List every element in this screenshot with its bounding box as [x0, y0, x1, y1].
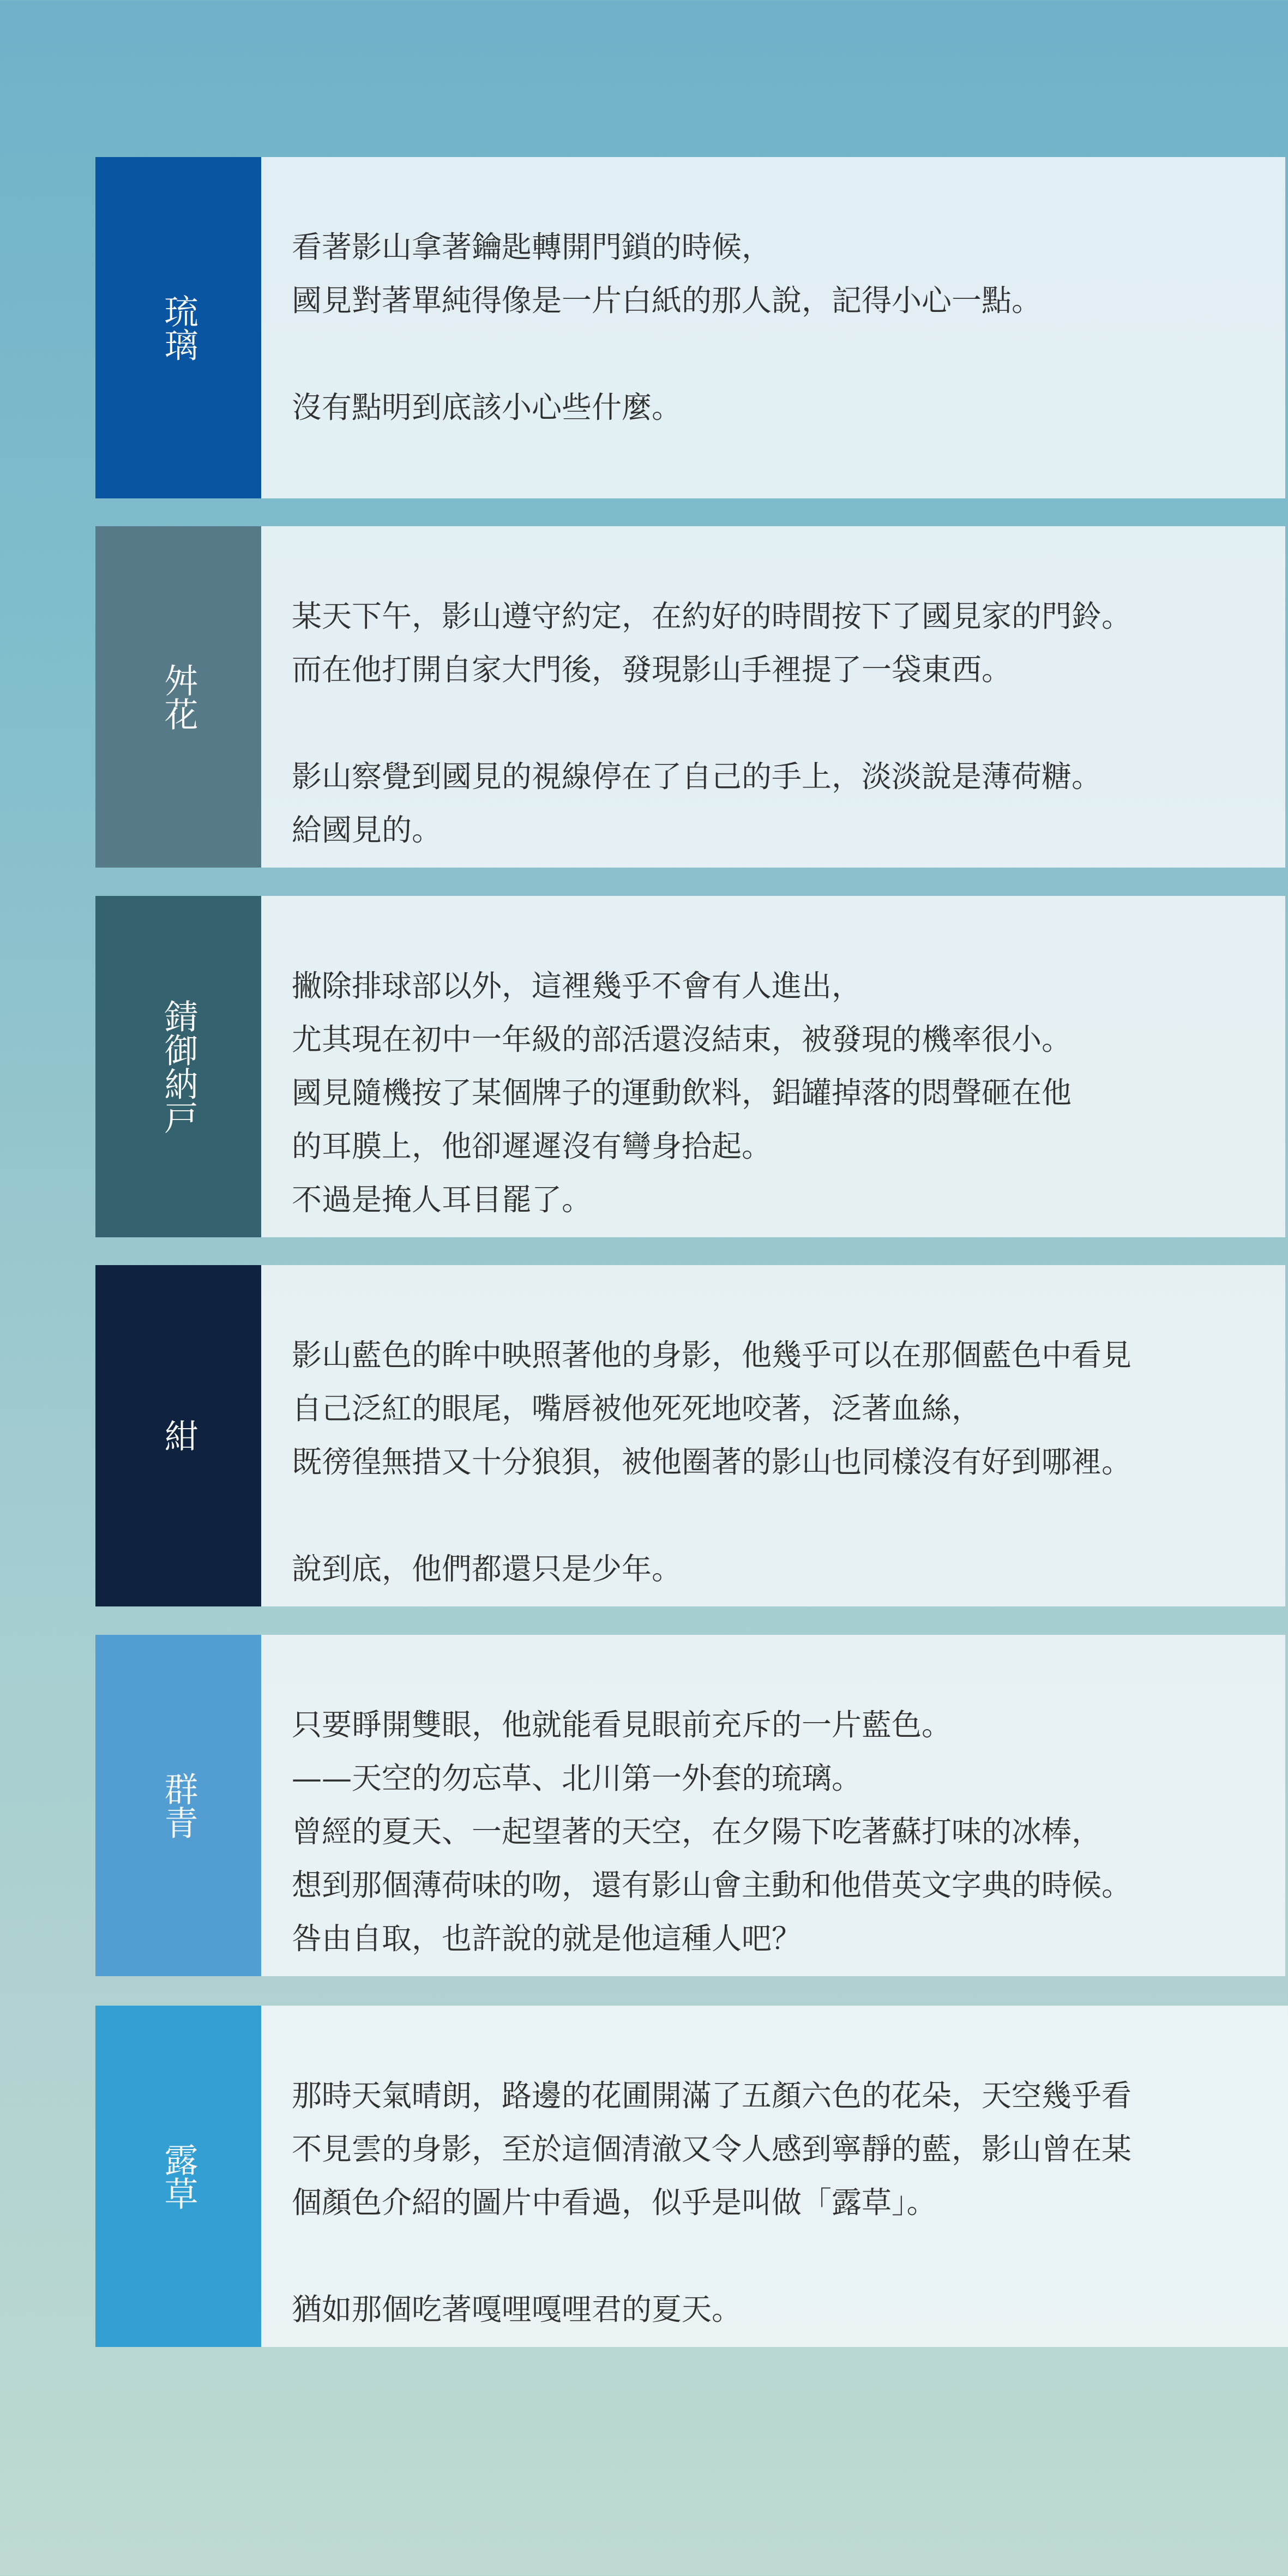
card-blank-line [292, 1489, 1285, 1542]
card-blank-line [292, 696, 1285, 750]
card-label: 群青 [159, 1772, 198, 1839]
card-text-line: 曾經的夏天、一起望著的天空，在夕陽下吃著蘇打味的冰棒， [292, 1814, 1102, 1849]
card-sabionando [95, 896, 1285, 1237]
card-label: 紺 [159, 1419, 198, 1453]
card-kon [95, 1265, 1285, 1606]
card-label: 琉璃 [159, 294, 198, 362]
card-text-line: 沒有點明到底該小心些什麼。 [292, 390, 682, 425]
card-text-line: 影山藍色的眸中映照著他的身影，他幾乎可以在那個藍色中看見 [292, 1338, 1132, 1373]
card-label: 舛花 [159, 663, 198, 731]
card-label: 錆御納戸 [159, 999, 198, 1134]
card-label-panel [95, 1635, 261, 1976]
card-text-line: 不過是掩人耳目罷了。 [292, 1182, 592, 1217]
card-gunjo [95, 1635, 1285, 1976]
card-text-line: 的耳膜上，他卻遲遲沒有彎身拾起。 [292, 1129, 772, 1164]
card-text-line: 國見隨機按了某個牌子的運動飲料，鋁罐掉落的悶聲砸在他 [292, 1075, 1072, 1110]
card-text-line: 只要睜開雙眼，他就能看見眼前充斥的一片藍色。 [292, 1707, 952, 1742]
card-masuhana [95, 526, 1285, 868]
card-text-panel [261, 1635, 1285, 1976]
card-text-line: ——天空的勿忘草、北川第一外套的琉璃。 [292, 1761, 862, 1796]
card-ruri [95, 157, 1285, 498]
card-text-line: 說到底，他們都還只是少年。 [292, 1551, 682, 1586]
card-text-line: 而在他打開自家大門後，發現影山手裡提了一袋東西。 [292, 652, 1012, 687]
card-tsuyukusa [95, 2006, 1288, 2347]
card-label-panel [95, 526, 261, 868]
card-text-panel [261, 2006, 1288, 2347]
card-text-line: 不見雲的身影，至於這個清澈又令人感到寧靜的藍，影山曾在某 [292, 2132, 1132, 2166]
card-text-line: 自己泛紅的眼尾，嘴唇被他死死地咬著，泛著血絲， [292, 1391, 982, 1426]
card-label-panel [95, 2006, 261, 2347]
card-text-panel [261, 526, 1285, 868]
card-label: 露草 [159, 2142, 198, 2210]
card-text-line: 尤其現在初中一年級的部活還沒結束，被發現的機率很小。 [292, 1022, 1072, 1057]
card-text-panel [261, 157, 1285, 498]
card-text-panel [261, 896, 1285, 1237]
card-text-panel [261, 1265, 1285, 1606]
card-text-line: 某天下午，影山遵守約定，在約好的時間按下了國見家的門鈴。 [292, 599, 1132, 634]
card-text-line: 國見對著單純得像是一片白紙的那人說，記得小心一點。 [292, 283, 1042, 318]
card-text-line: 既徬徨無措又十分狼狽，被他圈著的影山也同樣沒有好到哪裡。 [292, 1445, 1132, 1479]
card-text-line: 咎由自取，也許說的就是他這種人吧？ [292, 1921, 802, 1956]
card-text-line: 撇除排球部以外，這裡幾乎不會有人進出， [292, 968, 862, 1003]
card-label-panel [95, 157, 261, 498]
card-text-line: 猶如那個吃著嘎哩嘎哩君的夏天。 [292, 2292, 742, 2327]
card-text-line: 想到那個薄荷味的吻，還有影山會主動和他借英文字典的時候。 [292, 1868, 1132, 1903]
card-label-panel [95, 896, 261, 1237]
card-text-line: 影山察覺到國見的視線停在了自己的手上，淡淡說是薄荷糖。 [292, 759, 1102, 794]
card-text-line: 給國見的。 [292, 812, 442, 847]
card-text-line: 看著影山拿著鑰匙轉開門鎖的時候， [292, 230, 772, 264]
card-blank-line [292, 2229, 1288, 2283]
card-blank-line [292, 327, 1285, 381]
card-text-line: 那時天氣晴朗，路邊的花圃開滿了五顏六色的花朵，天空幾乎看 [292, 2078, 1132, 2113]
card-text-line: 個顏色介紹的圖片中看過，似乎是叫做「露草」。 [292, 2185, 937, 2220]
card-label-panel [95, 1265, 261, 1606]
